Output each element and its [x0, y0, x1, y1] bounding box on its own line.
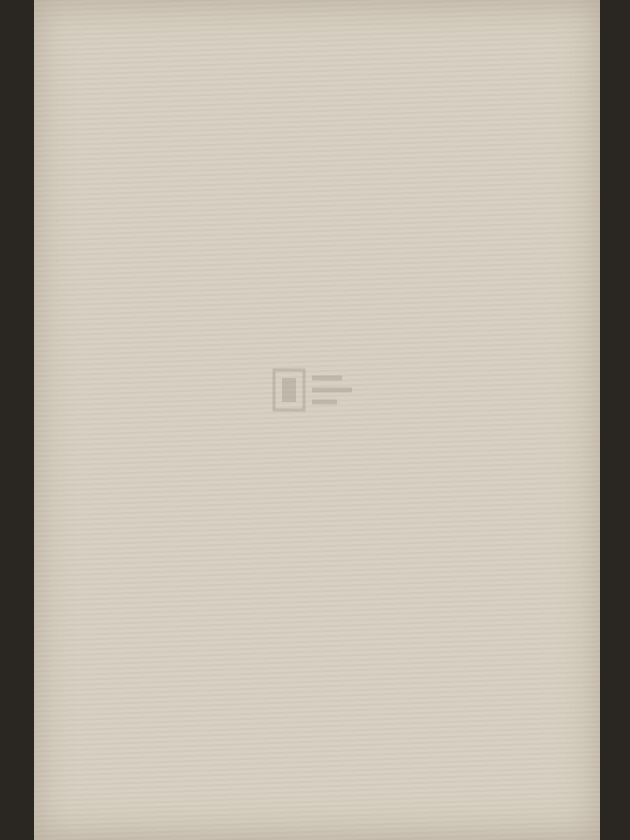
watermark-logo — [272, 368, 412, 414]
book-page — [34, 0, 600, 840]
